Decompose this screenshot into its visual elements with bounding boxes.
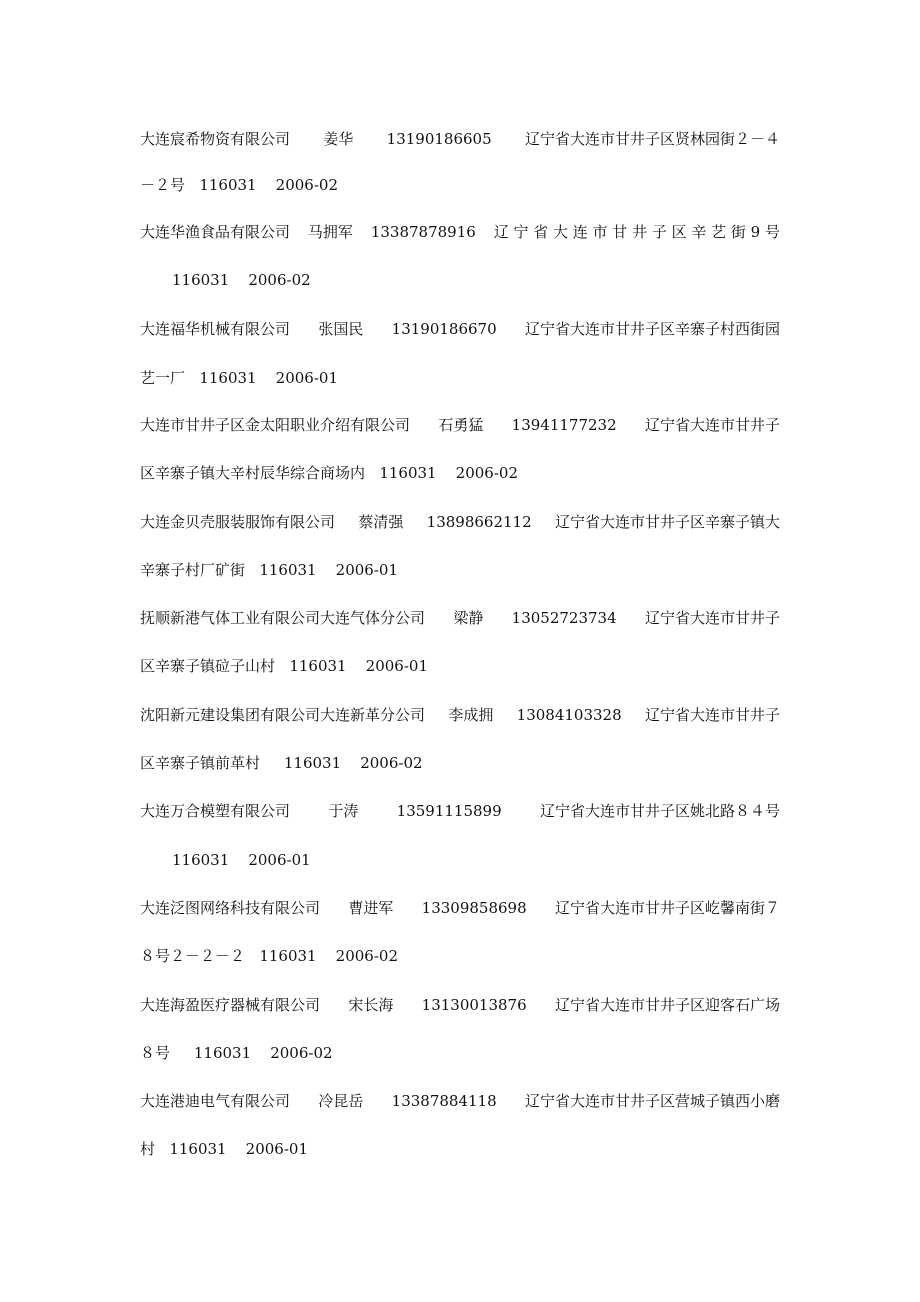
date: 2006-02 [270,1044,333,1062]
record-7-line-1 [140,703,780,727]
record-8-line-2 [172,848,812,872]
record-7-line-2 [140,751,780,775]
company-name: 大连市甘井子区金太阳职业介绍有限公司 [140,416,411,434]
phone-number: 13898662112 [426,513,532,531]
postal-code: 116031 [172,851,230,869]
postal-code: 116031 [259,947,317,965]
record-5-line-1 [140,510,780,534]
address-continued: 辛寨子村厂矿街 [140,561,246,579]
address-continued: 区辛寨子镇前革村 [140,754,261,772]
phone-number: 13941177232 [511,416,617,434]
phone-number: 13084103328 [516,706,622,724]
record-6-line-2 [140,654,780,678]
record-3-line-1 [140,317,780,341]
record-6-line-1 [140,606,780,630]
record-9-line-2 [140,944,780,968]
address: 辽宁省大连市甘井子区营城子镇西小磨 [524,1092,780,1110]
record-11-line-2 [140,1137,780,1161]
phone-number: 13387884118 [391,1092,497,1110]
date: 2006-01 [248,851,311,869]
record-1-line-2 [140,173,780,197]
company-name: 抚顺新港气体工业有限公司大连气体分公司 [140,609,426,627]
phone-number: 13309858698 [421,899,527,917]
record-11-line-1 [140,1089,780,1113]
phone-number: 13130013876 [421,996,527,1014]
company-name: 大连华渔食品有限公司 [140,223,291,241]
address: 辽宁省大连市甘井子区迎客石广场 [554,996,780,1014]
postal-code: 116031 [172,271,230,289]
record-4-line-1 [140,413,780,437]
company-name: 大连福华机械有限公司 [140,320,291,338]
company-name: 大连海盈医疗器械有限公司 [140,996,321,1014]
address-continued: 区辛寨子镇大辛村辰华综合商场内 [140,464,366,482]
record-2-line-1 [140,220,780,244]
contact-name: 姜华 [323,130,354,148]
address-continued: 村 [140,1140,156,1158]
address-continued: ８号２－２－２ [140,947,246,965]
company-name: 沈阳新元建设集团有限公司大连新革分公司 [140,706,426,724]
date: 2006-02 [335,947,399,965]
company-name: 大连万合模塑有限公司 [140,802,291,820]
company-name: 大连泛图网络科技有限公司 [140,899,321,917]
date: 2006-02 [360,754,423,772]
postal-code: 116031 [379,464,437,482]
phone-number: 13387878916 [370,223,476,241]
address: 辽宁省大连市甘井子区姚北路８４号 [539,802,780,820]
record-3-line-2 [140,366,780,390]
phone-number: 13591115899 [396,802,502,820]
record-10-line-2 [140,1041,780,1065]
company-name: 大连港迪电气有限公司 [140,1092,291,1110]
date: 2006-01 [335,561,399,579]
contact-name: 于涛 [328,802,359,820]
phone-number: 13190186605 [386,130,492,148]
address: 辽宁省大连市甘井子区辛寨子镇大 [554,513,780,531]
address: 辽宁省大连市甘井子区贤林园街２－４ [524,130,780,148]
contact-name: 张国民 [318,320,364,338]
record-4-line-2 [140,461,780,485]
date: 2006-01 [245,1140,309,1158]
date: 2006-02 [248,271,311,289]
company-name: 大连金贝壳服装服饰有限公司 [140,513,336,531]
address-continued: －２号 [140,176,186,194]
address: 辽 宁 省 大 连 市 甘 井 子 区 辛 艺 街 9 号 [493,223,780,241]
date: 2006-01 [365,657,429,675]
record-8-line-1 [140,799,780,823]
postal-code: 116031 [283,754,342,772]
phone-number: 13052723734 [511,609,617,627]
postal-code: 116031 [199,176,257,194]
address: 辽宁省大连市甘井子 [644,706,780,724]
postal-code: 116031 [289,657,347,675]
address-continued: 区辛寨子镇砬子山村 [140,657,276,675]
contact-name: 冷昆岳 [318,1092,364,1110]
contact-name: 马拥军 [307,223,353,241]
contact-name: 李成拥 [448,706,494,724]
address-continued: ８号 [140,1044,171,1062]
record-2-line-2 [172,268,812,292]
address-continued: 艺一厂 [140,369,186,387]
contact-name: 宋长海 [348,996,394,1014]
record-1-line-1 [140,127,780,151]
date: 2006-02 [275,176,339,194]
contact-name: 蔡清强 [358,513,404,531]
record-9-line-1 [140,896,780,920]
date: 2006-01 [275,369,339,387]
contact-name: 梁静 [453,609,484,627]
postal-code: 116031 [193,1044,252,1062]
postal-code: 116031 [259,561,317,579]
postal-code: 116031 [199,369,257,387]
address: 辽宁省大连市甘井子 [644,609,780,627]
address: 辽宁省大连市甘井子 [644,416,780,434]
address: 辽宁省大连市甘井子区辛寨子村西街园 [524,320,780,338]
phone-number: 13190186670 [391,320,497,338]
contact-name: 曹进军 [348,899,394,917]
record-10-line-1 [140,993,780,1017]
date: 2006-02 [455,464,519,482]
address: 辽宁省大连市甘井子区屹馨南街７ [554,899,780,917]
record-5-line-2 [140,558,780,582]
postal-code: 116031 [169,1140,227,1158]
company-name: 大连宸希物资有限公司 [140,130,291,148]
contact-name: 石勇猛 [438,416,484,434]
